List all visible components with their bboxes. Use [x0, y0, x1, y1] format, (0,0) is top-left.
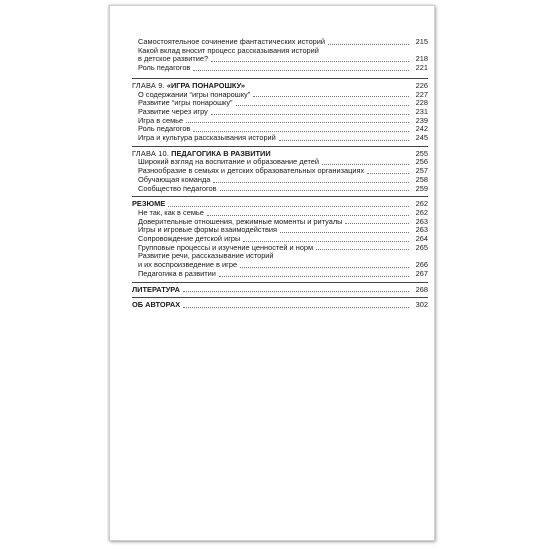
dot-leader — [183, 306, 409, 308]
toc-entry-title: Роль педагогов — [138, 124, 191, 134]
toc-entry-title: О содержании “игры понарошку” — [138, 89, 251, 99]
toc-entry-page: 231 — [415, 106, 428, 116]
toc-entry-title: Разнообразие в семьях и детских образовательных организациях — [138, 166, 365, 176]
toc-entry-page: 267 — [415, 268, 428, 278]
divider-line — [132, 297, 428, 298]
toc-entry-title: Обучающая команда — [138, 174, 211, 184]
chapter-page: 255 — [415, 148, 428, 158]
toc-entry-page: 228 — [415, 98, 428, 108]
toc-entry-title: Роль педагогов — [138, 63, 191, 73]
toc-entry-title: Доверительные отношения, режимные моменты и ритуалы — [138, 216, 343, 226]
toc-entry-page: 215 — [415, 37, 428, 46]
toc-entry-page: 245 — [415, 133, 428, 143]
section-page: 262 — [415, 199, 428, 209]
toc-entry — [132, 134, 428, 143]
toc-entry-page: 263 — [415, 225, 428, 235]
chapter-page: 226 — [415, 80, 428, 90]
toc-entry-title-line1: Развитие речи, рассказывание историй — [138, 251, 274, 261]
dot-leader — [328, 43, 409, 45]
dot-leader — [211, 113, 409, 115]
dot-leader — [213, 181, 409, 183]
toc-entry-page: 257 — [415, 166, 428, 176]
dot-leader — [243, 240, 409, 242]
toc-entry-title: Сообщество педагогов — [138, 183, 217, 193]
divider-line — [132, 146, 428, 147]
chapter-label: ГЛАВА 9. — [132, 80, 165, 90]
toc-entry-page: 227 — [415, 89, 428, 99]
toc-entry — [132, 64, 428, 73]
section-title: ЛИТЕРАТУРА — [132, 284, 180, 294]
toc-entry-title-line2: в детское развитие? — [138, 54, 209, 64]
dot-leader — [193, 69, 409, 71]
toc-entry-title: Широкий взгляд на воспитание и образование детей — [138, 157, 320, 167]
toc-entry-page: 258 — [415, 174, 428, 184]
dot-leader — [322, 163, 409, 165]
toc-entry-title-line2: и их воспроизведение в игре — [138, 260, 238, 270]
dot-leader — [219, 275, 409, 277]
toc-entry-page: 256 — [415, 157, 428, 167]
toc-entry-page: 259 — [415, 183, 428, 193]
toc-entry — [132, 270, 428, 279]
toc-entry-title: Игра и культура рассказывания историй — [138, 133, 276, 143]
toc-entry-page: 239 — [415, 115, 428, 125]
toc-entry-page: 266 — [415, 260, 428, 270]
chapter-title: «ИГРА ПОНАРОШКУ» — [166, 80, 246, 90]
section-heading — [132, 301, 428, 310]
section-title: РЕЗЮМЕ — [132, 199, 166, 209]
divider-line — [132, 78, 428, 79]
toc-entry-title: Самостоятельное сочинение фантастических историй — [138, 37, 326, 46]
toc-entry-title: Сопровождение детской игры — [138, 234, 241, 244]
toc-entry-page: 242 — [415, 124, 428, 134]
table-of-contents — [132, 38, 428, 310]
spacer — [248, 88, 409, 89]
toc-entry-page: 264 — [415, 234, 428, 244]
toc-entry-title: Развитие через игру — [138, 106, 208, 116]
section-heading — [132, 286, 428, 295]
dot-leader — [253, 95, 409, 97]
section-page: 268 — [415, 284, 428, 294]
toc-entry-title: Не так, как в семье — [138, 207, 204, 217]
chapter-label: ГЛАВА 10. — [132, 148, 170, 158]
dot-leader — [240, 266, 409, 268]
toc-entry-title: Игры и игровые формы взаимодействия — [138, 225, 278, 235]
divider-line — [132, 282, 428, 283]
dot-leader — [280, 231, 409, 233]
dot-leader — [186, 121, 409, 123]
dot-leader — [279, 139, 409, 141]
dot-leader — [207, 214, 409, 216]
chapter-title: ПЕДАГОГИКА В РАЗВИТИИ — [171, 148, 271, 158]
dot-leader — [220, 189, 409, 191]
dot-leader — [367, 172, 409, 174]
toc-entry-title: Игра в семье — [138, 115, 184, 125]
section-title: ОБ АВТОРАХ — [132, 300, 181, 310]
dot-leader — [211, 60, 409, 62]
spacer — [274, 155, 409, 156]
divider-line — [132, 196, 428, 197]
toc-entry — [132, 185, 428, 194]
toc-entry-page: 218 — [415, 54, 428, 64]
toc-entry-page: 263 — [415, 216, 428, 226]
dot-leader — [316, 248, 409, 250]
dot-leader — [193, 130, 409, 132]
toc-entry-title: Педагогика в развитии — [138, 268, 216, 278]
dot-leader — [345, 222, 409, 224]
toc-entry-page: 262 — [415, 207, 428, 217]
toc-entry-page: 221 — [415, 63, 428, 73]
dot-leader — [168, 205, 409, 207]
section-page: 302 — [415, 300, 428, 310]
toc-entry-page: 265 — [415, 242, 428, 252]
dot-leader — [183, 290, 409, 292]
toc-entry-title: Групповые процессы и изучение ценностей и норм — [138, 242, 314, 252]
toc-entry-title-line1: Какой вклад вносит процесс рассказывания историй — [138, 45, 319, 55]
toc-entry-title: Развитие “игры понарошку” — [138, 98, 233, 108]
dot-leader — [236, 104, 409, 106]
